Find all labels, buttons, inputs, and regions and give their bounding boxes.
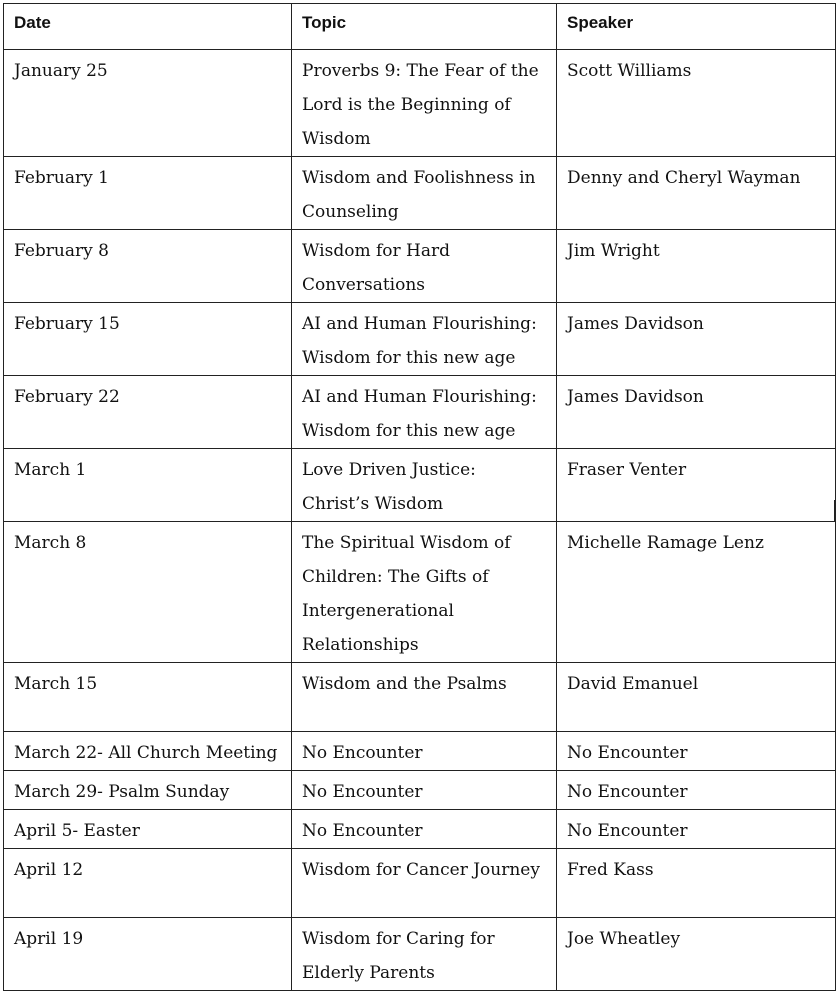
table-row bbox=[4, 732, 836, 771]
date-cell: March 8 bbox=[4, 522, 292, 663]
column-header-speaker: Speaker bbox=[557, 4, 836, 50]
date-cell: April 19 bbox=[4, 918, 292, 991]
header-row bbox=[4, 4, 836, 50]
column-header-date: Date bbox=[4, 4, 292, 50]
date-cell: March 22- All Church Meeting bbox=[4, 732, 292, 771]
speaker-cell: No Encounter bbox=[557, 810, 836, 849]
topic-cell: Love Driven Justice: Christ’s Wisdom bbox=[292, 449, 557, 522]
topic-cell: No Encounter bbox=[292, 810, 557, 849]
schedule-table bbox=[3, 3, 836, 991]
speaker-cell: Joe Wheatley bbox=[557, 918, 836, 991]
speaker-cell: No Encounter bbox=[557, 771, 836, 810]
table-row bbox=[4, 449, 836, 522]
date-cell: March 29- Psalm Sunday bbox=[4, 771, 292, 810]
date-cell: March 15 bbox=[4, 663, 292, 732]
speaker-cell: Michelle Ramage Lenz bbox=[557, 522, 836, 663]
date-cell: April 12 bbox=[4, 849, 292, 918]
topic-cell: Proverbs 9: The Fear of the Lord is the Beginning of Wisdom bbox=[292, 50, 557, 157]
date-cell: February 1 bbox=[4, 157, 292, 230]
topic-cell: The Spiritual Wisdom of Children: The Gifts of Intergenerational Relationships bbox=[292, 522, 557, 663]
date-cell: April 5- Easter bbox=[4, 810, 292, 849]
topic-cell: Wisdom for Caring for Elderly Parents bbox=[292, 918, 557, 991]
speaker-cell: Jim Wright bbox=[557, 230, 836, 303]
topic-cell: AI and Human Flourishing: Wisdom for this new age bbox=[292, 303, 557, 376]
speaker-cell: David Emanuel bbox=[557, 663, 836, 732]
column-header-topic: Topic bbox=[292, 4, 557, 50]
topic-cell: No Encounter bbox=[292, 771, 557, 810]
table-row bbox=[4, 849, 836, 918]
topic-cell: Wisdom and Foolishness in Counseling bbox=[292, 157, 557, 230]
speaker-cell: No Encounter bbox=[557, 732, 836, 771]
table-row bbox=[4, 50, 836, 157]
speaker-cell: Denny and Cheryl Wayman bbox=[557, 157, 836, 230]
table-row bbox=[4, 522, 836, 663]
topic-cell: No Encounter bbox=[292, 732, 557, 771]
table-row bbox=[4, 303, 836, 376]
text-cursor bbox=[834, 500, 835, 522]
date-cell: March 1 bbox=[4, 449, 292, 522]
table-row bbox=[4, 810, 836, 849]
speaker-cell: Fraser Venter bbox=[557, 449, 836, 522]
table-row bbox=[4, 157, 836, 230]
speaker-cell: Scott Williams bbox=[557, 50, 836, 157]
date-cell: January 25 bbox=[4, 50, 292, 157]
table-row bbox=[4, 230, 836, 303]
speaker-cell: James Davidson bbox=[557, 303, 836, 376]
date-cell: February 22 bbox=[4, 376, 292, 449]
topic-cell: Wisdom for Hard Conversations bbox=[292, 230, 557, 303]
date-cell: February 8 bbox=[4, 230, 292, 303]
topic-cell: Wisdom and the Psalms bbox=[292, 663, 557, 732]
topic-cell: Wisdom for Cancer Journey bbox=[292, 849, 557, 918]
speaker-cell: Fred Kass bbox=[557, 849, 836, 918]
table-row bbox=[4, 663, 836, 732]
table-row bbox=[4, 771, 836, 810]
topic-cell: AI and Human Flourishing: Wisdom for this new age bbox=[292, 376, 557, 449]
table-row bbox=[4, 918, 836, 991]
date-cell: February 15 bbox=[4, 303, 292, 376]
speaker-cell: James Davidson bbox=[557, 376, 836, 449]
table-row bbox=[4, 376, 836, 449]
